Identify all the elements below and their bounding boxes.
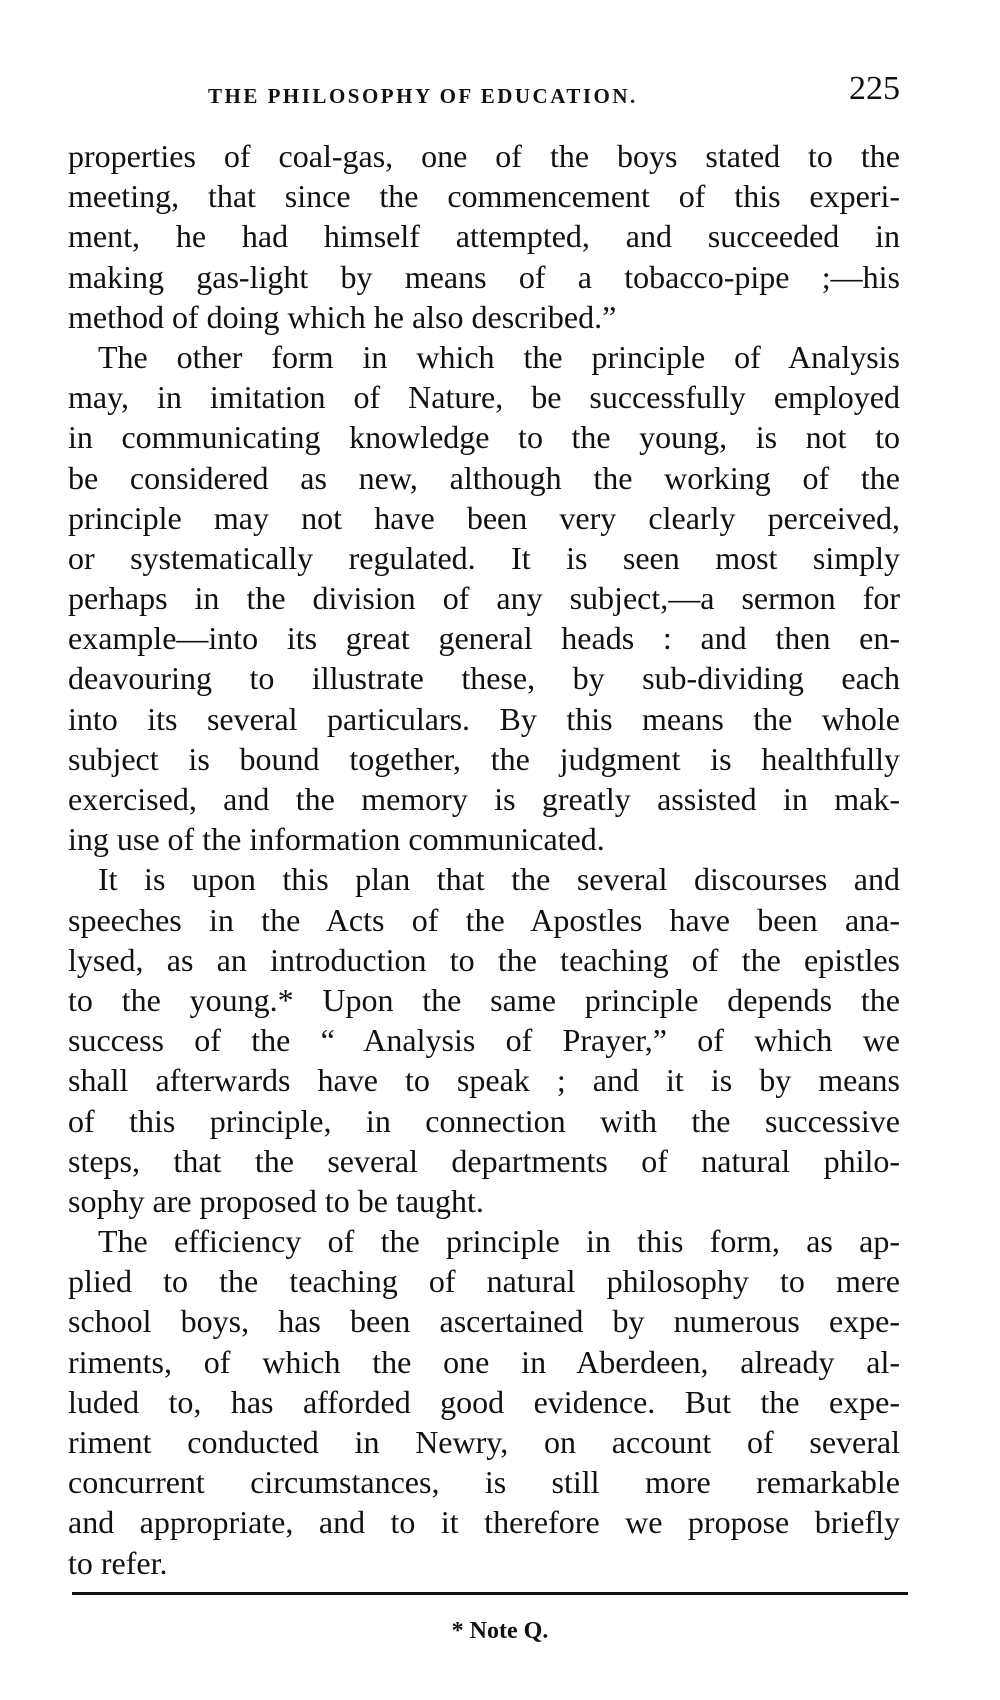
text-line: method of doing which he also described.” xyxy=(68,298,617,335)
text-line: plied to the teaching of natural philosophy to mere xyxy=(68,1263,900,1300)
text-line: perhaps in the division of any subject,—a sermon for xyxy=(68,580,900,617)
text-line: meeting, that since the commencement of this experi- xyxy=(68,178,900,215)
text-line: ment, he had himself attempted, and succeeded in xyxy=(68,218,900,255)
text-line: exercised, and the memory is greatly assisted in mak- xyxy=(68,781,900,817)
text-line: school boys, has been ascertained by numerous expe- xyxy=(68,1303,900,1340)
page-number: 225 xyxy=(849,70,900,107)
text-line: It is upon this plan that the several discourses and xyxy=(98,861,900,898)
text-line: and appropriate, and to it therefore we propose briefly xyxy=(68,1504,900,1541)
text-line: into its several particulars. By this means the whole xyxy=(68,700,900,737)
text-line: subject is bound together, the judgment is healthfully xyxy=(68,740,900,777)
paragraph xyxy=(68,1221,900,1583)
text-line: making gas-light by means of a tobacco-pipe ;—his xyxy=(68,258,900,295)
text-line: principle may not have been very clearly perceived, xyxy=(68,499,900,536)
text-line: The other form in which the principle of Analysis xyxy=(98,338,900,375)
text-line: be considered as new, although the working of the xyxy=(68,459,900,496)
text-line: riment conducted in Newry, on account of several xyxy=(68,1424,900,1460)
text-line: success of the “ Analysis of Prayer,” of which we xyxy=(68,1022,900,1059)
text-line: ing use of the information communicated. xyxy=(68,821,605,858)
paragraph xyxy=(68,859,900,1221)
text-line: may, in imitation of Nature, be successfully employed xyxy=(68,379,900,416)
text-line: of this principle, in connection with the successive xyxy=(68,1102,900,1139)
paragraph xyxy=(68,136,900,337)
text-line: luded to, has afforded good evidence. But the expe- xyxy=(68,1383,900,1420)
running-title: THE PHILOSOPHY OF EDUCATION. xyxy=(208,84,638,108)
text-line: The efficiency of the principle in this form, as ap- xyxy=(98,1223,900,1260)
text-line: deavouring to illustrate these, by sub-dividing each xyxy=(68,660,900,697)
text-line: lysed, as an introduction to the teaching of the epistles xyxy=(68,941,900,978)
text-line: sophy are proposed to be taught. xyxy=(68,1182,484,1219)
text-line: example—into its great general heads : and then en- xyxy=(68,620,900,657)
footnote: * Note Q. xyxy=(451,1618,549,1644)
text-line: or systematically regulated. It is seen most simply xyxy=(68,539,900,576)
text-line: in communicating knowledge to the young, is not to xyxy=(68,419,900,456)
body-text xyxy=(68,136,900,1583)
text-line: steps, that the several departments of natural philo- xyxy=(68,1142,900,1179)
text-line: shall afterwards have to speak ; and it is by means xyxy=(68,1062,900,1099)
text-line: to refer. xyxy=(68,1544,168,1581)
paragraph xyxy=(68,337,900,859)
text-line: riments, of which the one in Aberdeen, already al- xyxy=(68,1343,900,1380)
text-line: to the young.* Upon the same principle depends the xyxy=(68,981,900,1018)
running-header xyxy=(68,70,900,110)
text-line: concurrent circumstances, is still more remarkable xyxy=(68,1464,900,1501)
footnote-rule xyxy=(72,1592,908,1595)
text-line: properties of coal-gas, one of the boys stated to the xyxy=(68,138,900,174)
text-line: speeches in the Acts of the Apostles have been ana- xyxy=(68,901,900,938)
